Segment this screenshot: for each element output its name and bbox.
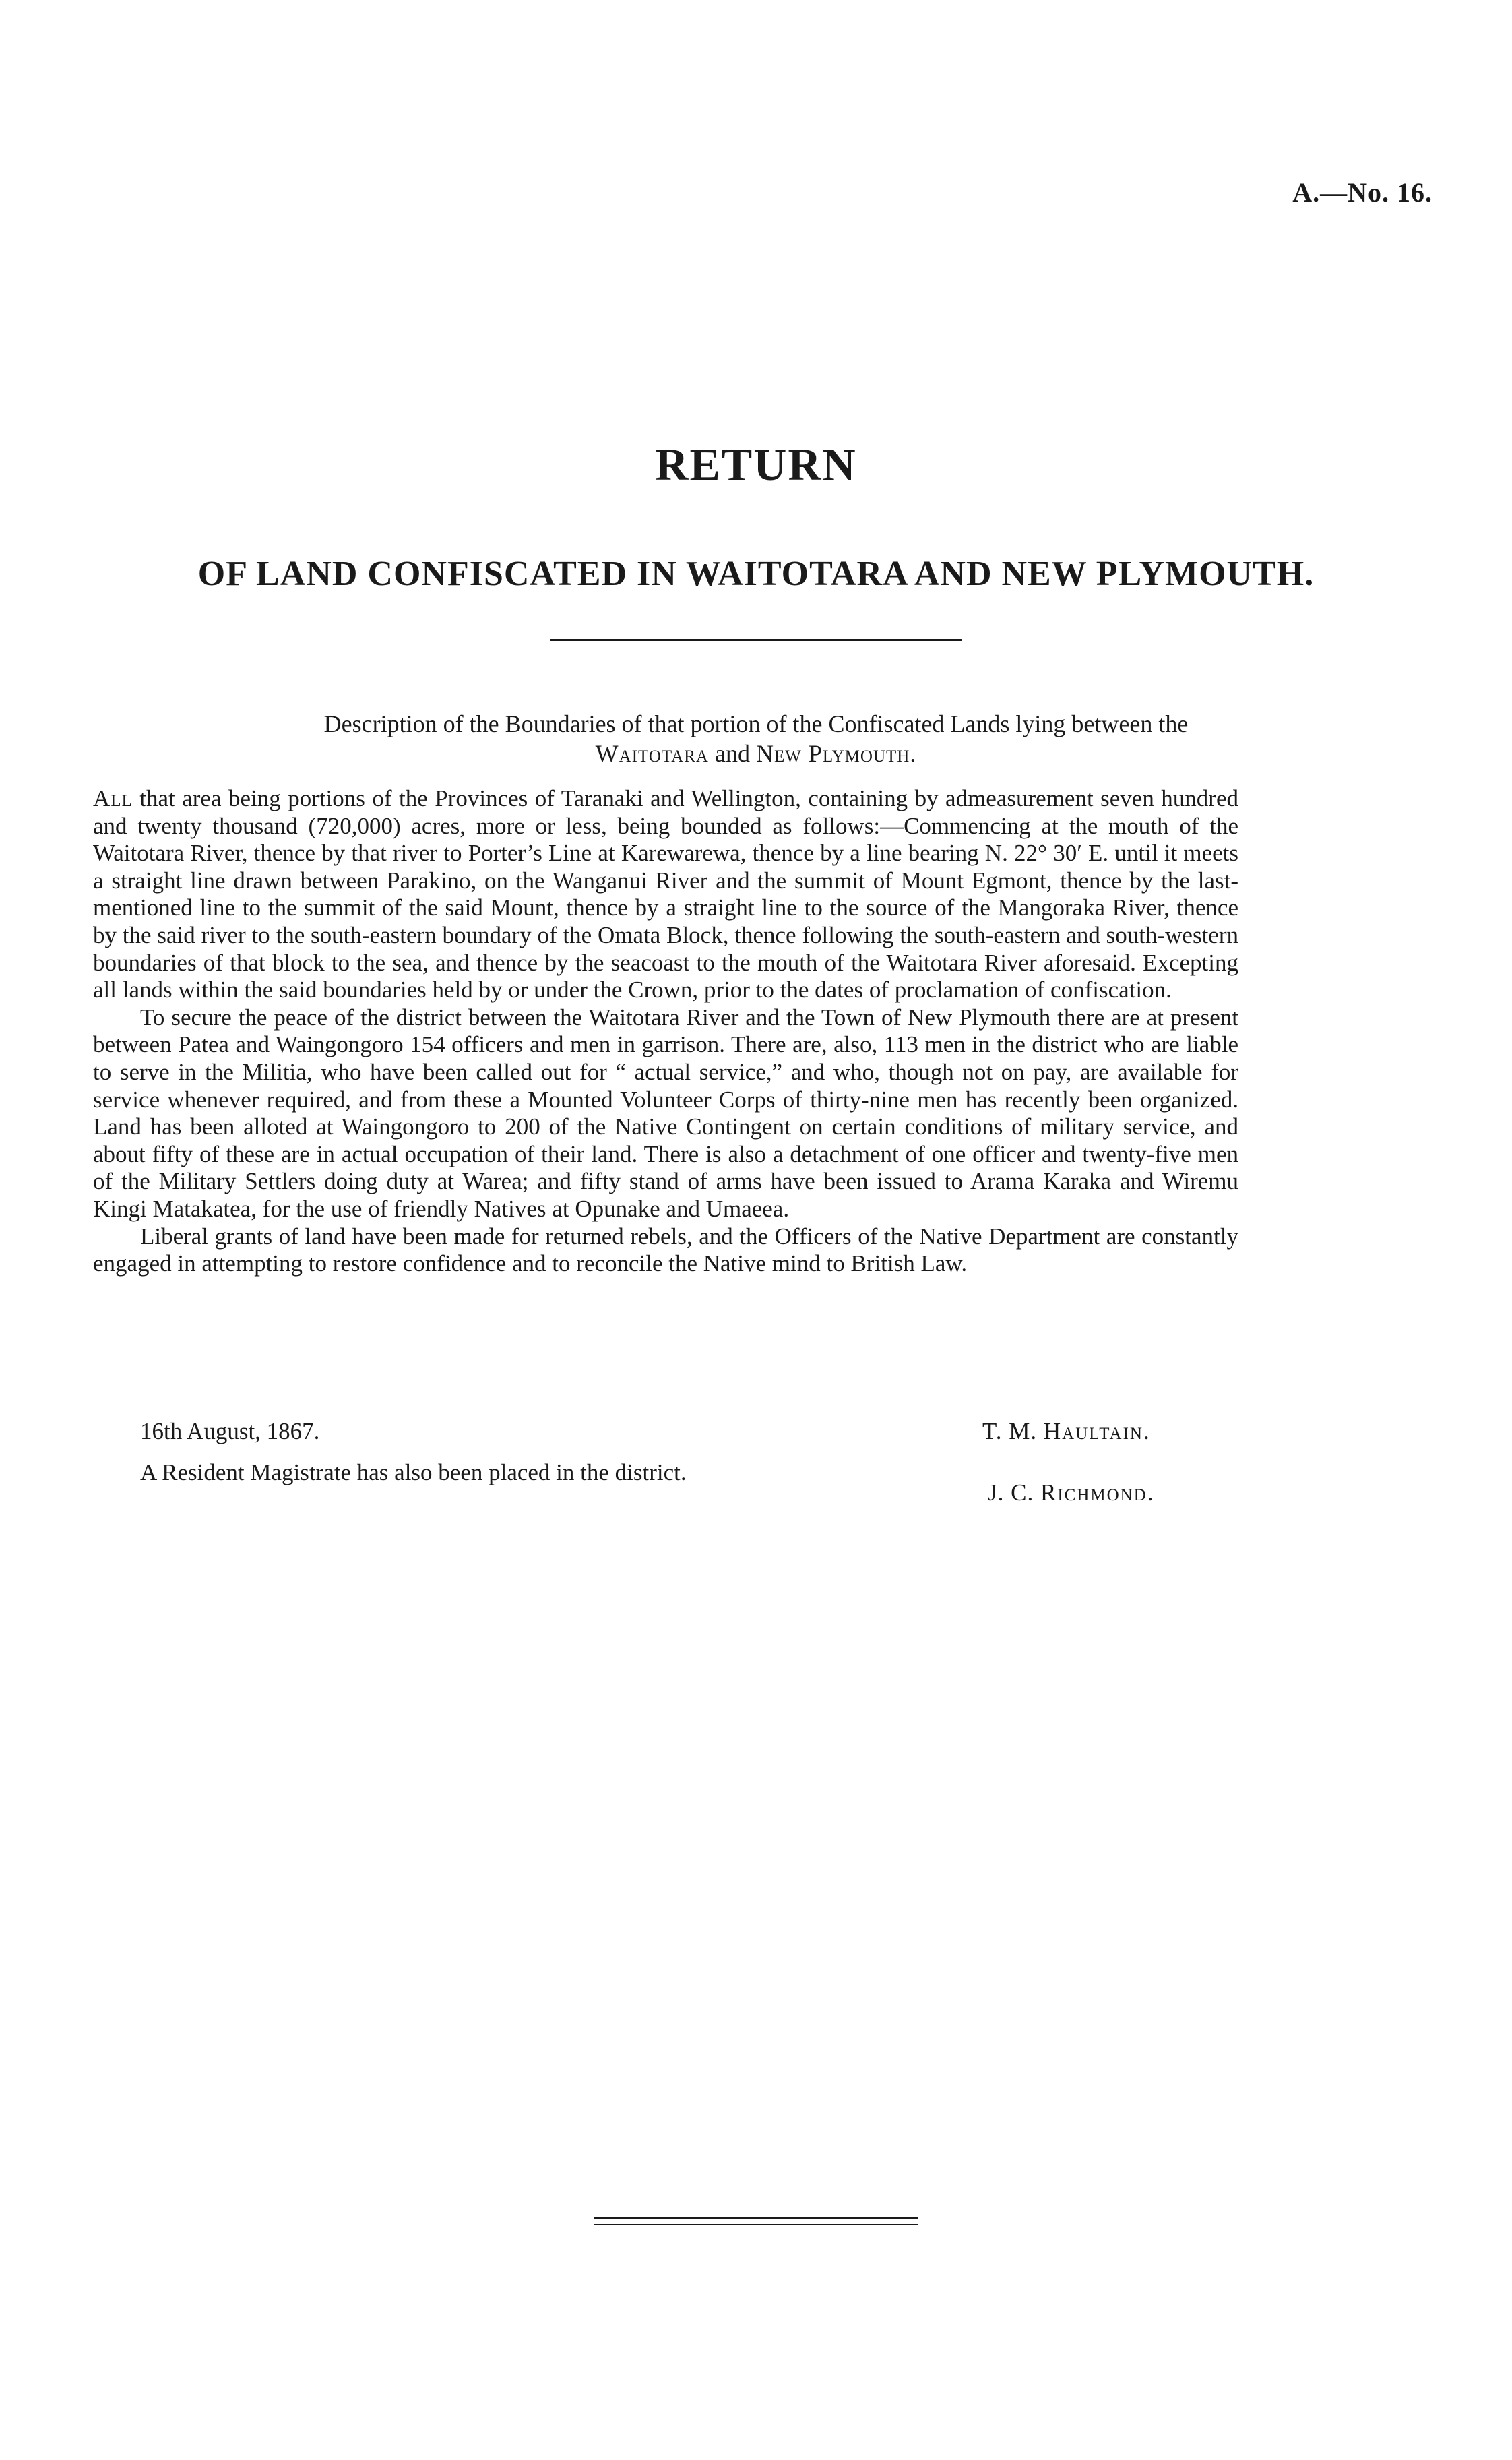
signature-surname: Haultain. xyxy=(1043,1418,1151,1444)
place-name-waitotara: Waitotara xyxy=(595,740,709,767)
body-text xyxy=(93,785,1238,1278)
signature-haultain xyxy=(982,1418,1151,1445)
signature-initials: T. M. xyxy=(982,1418,1044,1444)
description-heading-line: Description of the Boundaries of that portion of the Confiscated Lands lying between the xyxy=(323,710,1189,737)
closing-divider xyxy=(594,2217,918,2225)
land-grants-paragraph: Liberal grants of land have been made for returned rebels, and the Officers of the Native Department are constantly engaged in attempting to restore confidence and to reconcile the Native mind to British Law. xyxy=(93,1223,1238,1277)
place-connector: and xyxy=(708,740,756,767)
description-heading xyxy=(101,709,1411,768)
document-date: 16th August, 1867. xyxy=(140,1418,320,1444)
boundary-paragraph xyxy=(93,785,1238,1004)
signature-surname: Richmond. xyxy=(1040,1479,1155,1506)
document-reference: A.—No. 16. xyxy=(1292,177,1432,208)
document-subtitle: OF LAND CONFISCATED IN WAITOTARA AND NEW PLYMOUTH. xyxy=(197,555,1315,593)
description-heading-places xyxy=(101,739,1411,768)
signature-initials: J. C. xyxy=(988,1479,1040,1506)
postscript-note: A Resident Magistrate has also been placed in the district. xyxy=(140,1459,687,1485)
garrison-paragraph: To secure the peace of the district between the Waitotara River and the Town of New Plymouth there are at present between Patea and Waingongoro 154 officers and men in garrison. There are, also, 113 men in the district who are liable to serve in the Militia, who have been called out for “ actual service,” and who, though not on pay, are available for service whenever required, and from these a Mounted Volunteer Corps of thirty-nine men has recently been organized. Land has been alloted at Waingongoro to 200 of the Native Contingent on certain conditions of military service, and about fifty of these are in actual occupation of their land. There is also a detachment of one officer and twenty-five men of the Military Settlers doing duty at Warea; and fifty stand of arms have been issued to Arama Karaka and Wiremu Kingi Matakatea, for the use of friendly Natives at Opunake and Umaeea. xyxy=(93,1004,1238,1222)
boundary-paragraph-text: that area being portions of the Provinces of Taranaki and Wellington, containing by admeasurement seven hundred and twenty thousand (720,000) acres, more or less, being bounded as follows:—Commencing at the mouth of the Waitotara River, thence by that river to Porter’s Line at Karewarewa, thence by a line bearing N. 22° 30′ E. until it meets a straight line drawn between Parakino, on the Wanganui River and the summit of Mount Egmont, thence by the last-mentioned line to the summit of the said Mount, thence by a straight line to the source of the Mangoraka River, thence by the said river to the south-eastern boundary of the Omata Block, thence following the south-eastern and south-western boundaries of that block to the sea, and thence by the seacoast to the mouth of the Waitotara River aforesaid. Excepting all lands within the said boundaries held by or under the Crown, prior to the dates of proclamation of confiscation. xyxy=(93,785,1238,1004)
title-divider xyxy=(550,639,962,646)
document-title: RETURN xyxy=(655,439,857,490)
place-name-new-plymouth: New Plymouth. xyxy=(755,740,917,767)
lead-word: All xyxy=(93,785,133,811)
signature-richmond xyxy=(988,1479,1155,1506)
